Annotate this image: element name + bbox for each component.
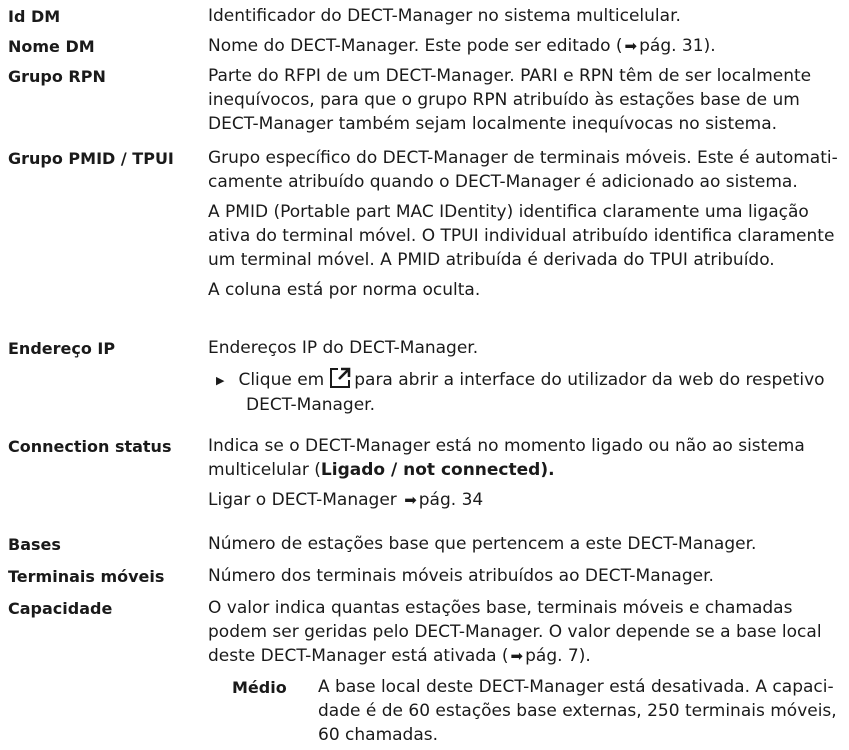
term: Capacidade [8,599,113,618]
text: para abrir a interface do utilizador da web do respetivo [354,370,825,390]
text-line: A base local deste DECT-Manager está desativada. A capaci- [318,677,834,697]
term: Connection status [8,437,172,456]
term: Endereço IP [8,339,116,358]
term: Grupo PMID / TPUI [8,149,174,168]
definition [208,146,843,302]
text-line: A PMID (Portable part MAC IDentity) identifica claramente uma ligação [208,202,809,222]
definition [208,336,843,417]
text-line: Indica se o DECT-Manager está no momento ligado ou não ao sistema [208,436,805,456]
text-line: A coluna está por norma oculta. [208,280,481,300]
text-line: DECT-Manager também sejam localmente inequívocas no sistema. [208,114,778,134]
text-line: Número de estações base que pertencem a este DECT-Manager. [208,534,757,554]
arrow-right-icon: ➡ [510,647,524,665]
status-values: Ligado / not connected). [320,460,555,480]
bullet-triangle-icon: ▶ [216,374,225,387]
text: Nome do DECT-Manager. Este pode ser editado ( [208,36,623,56]
text-line: um terminal móvel. A PMID atribuída é derivada do TPUI atribuído. [208,250,775,270]
text-line: ativa do terminal móvel. O TPUI individual atribuído identifica claramente [208,226,835,246]
definition [208,434,843,512]
definition [208,532,843,556]
text-line: Parte do RFPI de um DECT-Manager. PARI e RPN têm de ser localmente [208,66,812,86]
definition [208,34,843,58]
term: Grupo RPN [8,67,106,86]
text-line: camente atribuído quando o DECT-Manager é adicionado ao sistema. [208,172,798,192]
text: deste DECT-Manager está ativada ( [208,646,509,666]
definition [208,64,843,136]
term: Id DM [8,7,61,26]
text: ). [578,646,591,666]
arrow-right-icon: ➡ [404,491,417,509]
text-line: Grupo específico do DECT-Manager de terminais móveis. Este é automati- [208,148,838,168]
open-external-icon[interactable] [328,366,352,390]
text-line: Endereços IP do DECT-Manager. [208,338,479,358]
text-line: DECT-Manager. [246,395,376,415]
page-reference-link[interactable]: pág. 7 [525,646,579,666]
text-line: Número dos terminais móveis atribuídos ao DECT-Manager. [208,566,714,586]
term: Terminais móveis [8,567,165,586]
text-line [208,458,843,482]
arrow-right-icon: ➡ [624,37,638,55]
term: Bases [8,535,61,554]
text: Ligar o DECT-Manager [208,490,397,510]
text-line: podem ser geridas pelo DECT-Manager. O valor depende se a base local [208,622,822,642]
text: multicelular ( [208,460,321,480]
step-line [208,366,843,393]
text-line [208,644,843,668]
page-reference-link[interactable]: pág. 34 [418,490,484,510]
text-line: 60 chamadas. [318,725,439,745]
sub-definition-text [318,675,848,747]
text: Clique em [238,370,325,390]
sub-term: Médio [232,678,287,697]
text-line: O valor indica quantas estações base, terminais móveis e chamadas [208,598,793,618]
term: Nome DM [8,37,95,56]
definition [208,4,843,28]
text-line: Identificador do DECT-Manager no sistema multicelular. [208,6,681,26]
text: ). [703,36,716,56]
text-line: dade é de 60 estações base externas, 250 terminais móveis, [318,701,837,721]
text-line [208,488,843,512]
text-line: inequívocos, para que o grupo RPN atribuído às estações base de um [208,90,800,110]
page-reference-link[interactable]: pág. 31 [639,36,704,56]
definition [208,564,843,588]
text-line [208,34,843,58]
definition [208,596,843,668]
